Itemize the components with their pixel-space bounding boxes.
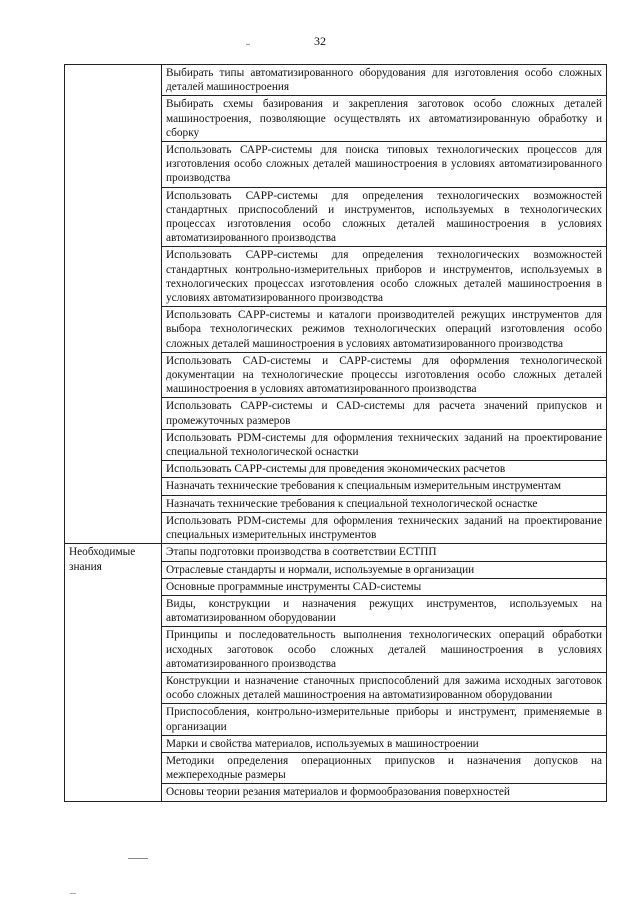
table-cell: Выбирать типы автоматизированного оборудования для изготовления особо сложных деталей машиностроения xyxy=(162,65,607,96)
table-cell: Использовать PDM-системы для оформления технических заданий на проектирование специальных измерительных инструментов xyxy=(162,512,607,543)
table-cell: Использовать САРР-системы и CAD-системы для расчета значений припусков и промежуточных размеров xyxy=(162,398,607,429)
table-cell: Виды, конструкции и назначения режущих инструментов, используемых на автоматизированном оборудовании xyxy=(162,595,607,626)
table-row xyxy=(65,65,607,96)
table-cell: Основы теории резания материалов и формообразования поверхностей xyxy=(162,784,607,801)
table-row xyxy=(65,544,607,561)
table-cell: Марки и свойства материалов, используемых в машиностроении xyxy=(162,735,607,752)
row-label: Необходимые знания xyxy=(65,544,162,801)
table-cell: Использовать САРР-системы и каталоги производителей режущих инструментов для выбора технологических режимов технологических операций изготовления особо сложных деталей машиностроения в условиях автоматизированного производства xyxy=(162,307,607,353)
table-cell: Конструкции и назначение станочных приспособлений для зажима исходных заготовок особо сложных деталей машиностроения на автоматизированном оборудовании xyxy=(162,672,607,703)
table-cell: Этапы подготовки производства в соответствии ЕСТПП xyxy=(162,544,607,561)
table-cell: Использовать САРР-системы для определения технологических возможностей стандартных контрольно-измерительных приборов и инструментов, используемых в технологических процессах изготовления особо сложных деталей машиностроения в условиях автоматизированного производства xyxy=(162,247,607,307)
table-cell: Основные программные инструменты CAD-системы xyxy=(162,578,607,595)
scan-artifact xyxy=(246,44,250,45)
scan-artifact xyxy=(70,893,76,894)
table-cell: Использовать САРР-системы для поиска типовых технологических процессов для изготовления особо сложных деталей машиностроения в условиях автоматизированного производства xyxy=(162,142,607,188)
table-cell: Использовать PDM-системы для оформления технических заданий на проектирование специальной технологической оснастки xyxy=(162,429,607,460)
table-cell: Принципы и последовательность выполнения технологических операций обработки исходных заготовок особо сложных деталей машиностроения в условиях автоматизированного производства xyxy=(162,627,607,673)
table-cell: Назначать технические требования к специальной технологической оснастке xyxy=(162,495,607,512)
table-cell: Использовать САРР-системы для определения технологических возможностей стандартных приспособлений и инструментов, используемых в технологических процессах изготовления особо сложных деталей машиностроения в условиях автоматизированного производства xyxy=(162,187,607,247)
page-number: 32 xyxy=(314,34,326,48)
table-cell: Приспособления, контрольно-измерительные приборы и инструмент, применяемые в организации xyxy=(162,704,607,735)
table-cell: Отраслевые стандарты и нормали, используемые в организации xyxy=(162,561,607,578)
table-cell: Методики определения операционных припусков и назначения допусков на межпереходные размеры xyxy=(162,752,607,783)
table-cell: Выбирать схемы базирования и закрепления заготовок особо сложных деталей машиностроения, позволяющие осуществлять их автоматизированную обработку и сборку xyxy=(162,96,607,142)
table-cell: Использовать САРР-системы для проведения экономических расчетов xyxy=(162,461,607,478)
requirements-table xyxy=(64,64,607,802)
table-cell: Использовать CAD-системы и САРР-системы для оформления технологической документации на технологические процессы изготовления особо сложных деталей машиностроения в условиях автоматизированного производства xyxy=(162,352,607,398)
table-cell: Назначать технические требования к специальным измерительным инструментам xyxy=(162,478,607,495)
scan-artifact xyxy=(128,858,148,859)
row-label xyxy=(65,65,162,544)
